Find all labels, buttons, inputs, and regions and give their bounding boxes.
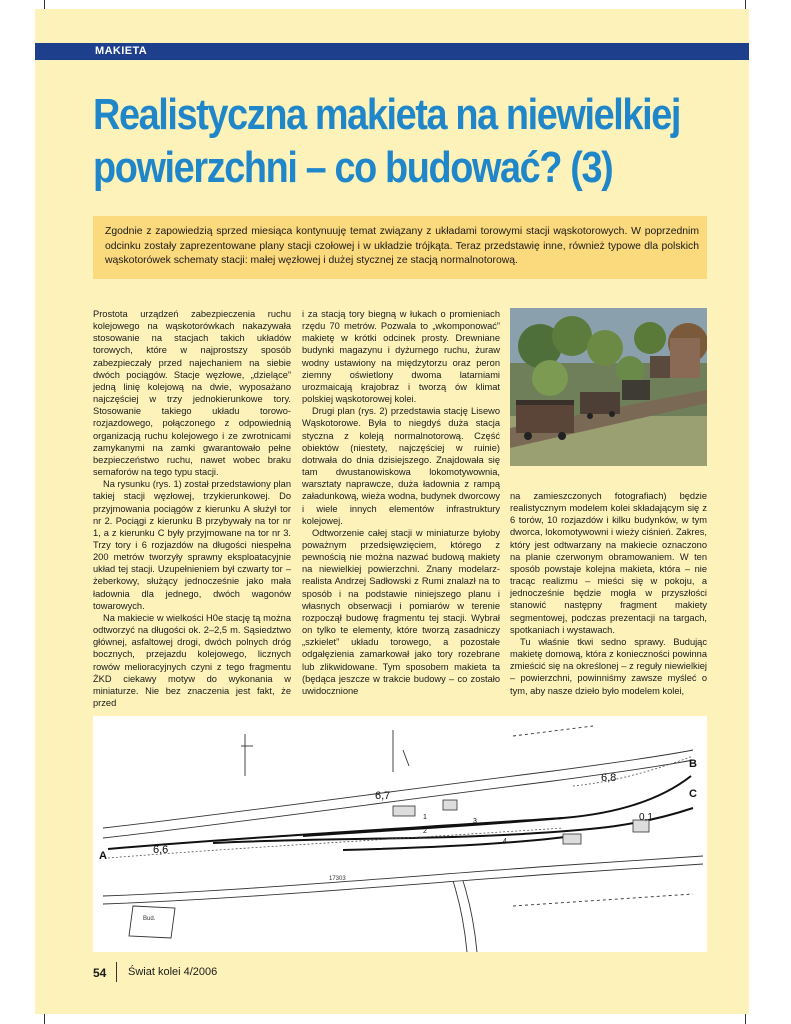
photo-illustration <box>510 308 707 466</box>
text-column-3 <box>510 490 707 697</box>
track-number: 1 <box>423 814 427 821</box>
model-railway-photo <box>510 308 707 466</box>
km-label: 0,1 <box>639 812 653 823</box>
track-number: 2 <box>423 828 427 835</box>
road-label: 17303 <box>329 876 346 882</box>
track-plan-drawing <box>93 716 707 952</box>
section-band <box>35 43 749 60</box>
title-line-1: Realistyczna makieta na niewielkiej <box>93 90 681 139</box>
direction-label-c: C <box>689 788 697 800</box>
magazine-issue: Świat kolei 4/2006 <box>128 966 218 978</box>
building-label: Bud. <box>143 916 156 922</box>
footer-divider <box>116 962 117 982</box>
article-title <box>93 88 681 194</box>
paragraph: i za stacją tory biegną w łukach o promieniach rzędu 70 metrów. Pozwala to „wkomponować” makietę w krótki odcinek prosty. Drewniane budynki magazynu i dyżurnego ruchu, żuraw wodny ustawiony na międzytorzu oraz peron ziemny oświetlony dwoma latarniami urozmaicają krajobraz i tworzą ów klimat polskiej wąskotorowej kolei. <box>302 309 500 405</box>
paragraph: na zamieszczonych fotografiach) będzie realistycznym modelem kolei składającym się z 6 torów, 10 rozjazdów i kilku budynków, w tym dworca, lokomotywowni i wieży ciśnień. Zakres, który jest odtwarzany na makiecie oznaczono na planie czerwonym obramowaniem. W ten sposób powstaje kolejna makieta, która – nie tracąc realizmu – mieści się w pokoju, a jednocześnie będzie mogła w przyszłości stanowić następny fragment makiety segmentowej, podczas prezentacji na targach, spotkaniach i wystawach. <box>510 491 707 635</box>
track-plan-diagram <box>93 716 707 952</box>
page-number: 54 <box>93 966 107 980</box>
km-label: 6,8 <box>601 772 617 784</box>
paragraph: Na rysunku (rys. 1) został przedstawiony plan takiej stacji węzłowej, trzykierunkowej. Do przyjmowania pociągów z kierunku A służył tor nr 2. Pociągi z kierunku B przybywały na tor nr 1, a z kierunku C były przyjmowane na tor nr 3. Trzy tory i 6 rozjazdów na długości niespełna 200 metrów tworzyły sprawny eksploatacyjnie układ tej stacji. Uzupełnieniem był czwarty tor – żeberkowy, służący jednocześnie jako mała ładownia dla jednego, dwóch wagonów towarowych. <box>93 479 291 611</box>
direction-label-b: B <box>689 758 697 770</box>
km-label: 6,6 <box>153 844 169 856</box>
section-label: MAKIETA <box>95 45 148 57</box>
text-column-1 <box>93 308 291 709</box>
lead-box <box>93 216 707 279</box>
paragraph: Drugi plan (rys. 2) przedstawia stację Lisewo Wąskotorowe. Była to niegdyś duża stacja styczna z koleją normalnotorową. Część obiektów (niestety, najczęściej w ruinie) dotrwała do dnia dzisiejszego. Znajdowała się tam dwustanowiskowa lokomotywownia, warsztaty naprawcze, duża ładownia z rampą załadunkową, wieża wodna, budynek dworcowy i wiele innych elementów infrastruktury kolejowej. <box>302 406 500 526</box>
text-column-2 <box>302 308 500 697</box>
lead-paragraph: Zgodnie z zapowiedzią sprzed miesiąca kontynuuję temat związany z układami torowymi stacji wąskotorowych. W poprzednim odcinku zostały zaprezentowane plany stacji czołowej i w układzie trójkąta. Teraz przedstawię inne, również typowe dla polskich wąskotorówek schematy stacji: małej węzłowej i dużej stycznej ze stacją normalnotorową. <box>105 226 699 266</box>
km-label: 6,7 <box>375 790 391 802</box>
title-line-2: powierzchni – co budować? (3) <box>93 143 613 192</box>
direction-label-a: A <box>99 850 107 862</box>
paragraph: Prostota urządzeń zabezpieczenia ruchu kolejowego na wąskotorówkach nakazywała stosowanie na stacjach takich układów torowych, które w najprostszy sposób zabezpieczały przed najechaniem na siebie dwóch pociągów. Stacje węzłowe, „dzielące” jedną linię kolejową na dwie, wyposażano najczęściej w trzy jednokierunkowe tory. Stosowanie takiego układu torowo-rozjazdowego, połączonego z odpowiednią organizacją ruchu kolejowego i ze zwrotnicami zamykanymi na zamki gwarantowało pełne bezpieczeństwo ruchu, nawet wobec braku semaforów na tego typu stacji. <box>93 309 291 478</box>
paragraph: Odtworzenie całej stacji w miniaturze byłoby poważnym przedsięwzięciem, którego z pewnością nie można nazwać budową makiety na niewielkiej powierzchni. Znany modelarz-realista Andrzej Sadłowski z Rumi znalazł na to sposób i na podstawie niniejszego planu i własnych obserwacji i pomiarów w terenie rozpoczął budowę fragmentu tej stacji. Wybrał on tylko te elementy, które tworzą zasadniczy „szkielet” układu torowego, a pozostałe odgałęzienia zamarkował jako tory rozebrane lub zlikwidowane. Tym sposobem makieta ta (będąca jeszcze w trakcie budowy – co zostało uwidocznione <box>302 527 500 696</box>
paragraph: Na makiecie w wielkości H0e stację tą można odtworzyć na długości ok. 2–2,5 m. Sąsiedztwo głównej, asfaltowej drogi, dwóch polnych dróg bocznych, przejazdu kolejowego, licznych rowów melioracyjnych czyni z tego fragmentu ŻKD ciekawy motyw do wykonania w miniaturze. Nie bez znaczenia jest fakt, że przed <box>93 612 291 708</box>
paragraph: Tu właśnie tkwi sedno sprawy. Budując makietę domową, która z konieczności powinna zmieścić się na określonej – z reguły niewielkiej – powierzchni, powinniśmy zawsze myśleć o tym, aby nasze dzieło było modelem kolei, <box>510 636 707 696</box>
track-number: 3 <box>473 818 477 825</box>
track-number: 4 <box>503 838 507 845</box>
